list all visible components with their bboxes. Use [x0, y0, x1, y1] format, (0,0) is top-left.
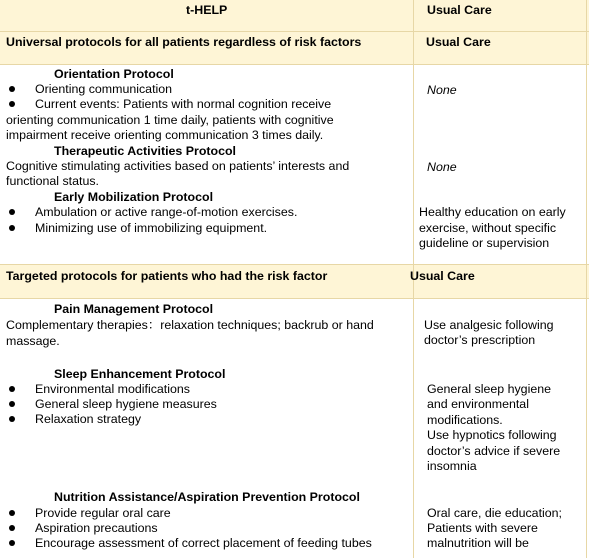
- bullet-text: Relaxation strategy: [35, 412, 142, 426]
- bullet-text: Aspiration precautions: [35, 521, 158, 535]
- sleep-usual-care-1: General sleep hygiene: [427, 382, 551, 396]
- therapeutic-usual-care: None: [427, 160, 457, 174]
- header-band: [0, 0, 589, 32]
- rule-section2-bottom: [0, 298, 589, 299]
- bullet-text: Orienting communication: [35, 82, 173, 96]
- bullet-text: General sleep hygiene measures: [35, 397, 217, 411]
- sleep-usual-care-5: doctor’s advice if severe: [427, 444, 561, 458]
- orientation-bullet-2: [0, 97, 589, 113]
- pain-title: Pain Management Protocol: [54, 302, 214, 316]
- orientation-bullet-1: [0, 82, 589, 98]
- therapeutic-line-2: functional status.: [6, 174, 99, 188]
- bullet-dot: [9, 86, 15, 92]
- sleep-usual-care-6: insomnia: [427, 459, 477, 473]
- sleep-title: Sleep Enhancement Protocol: [54, 367, 226, 381]
- nutrition-usual-care-3: malnutrition will be: [427, 536, 529, 550]
- bullet-text: Minimizing use of immobilizing equipment.: [35, 221, 268, 235]
- bullet-text: Provide regular oral care: [35, 506, 171, 520]
- bullet-dot: [9, 416, 15, 422]
- orientation-title: Orientation Protocol: [54, 67, 174, 81]
- section2-usual-care: Usual Care: [410, 269, 475, 283]
- mobilization-title: Early Mobilization Protocol: [54, 190, 214, 204]
- therapeutic-line-1: Cognitive stimulating activities based on patients’ interests and: [6, 159, 350, 173]
- header-thelp: t-HELP: [186, 3, 228, 17]
- bullet-dot: [9, 540, 15, 546]
- header-usual-care: Usual Care: [427, 3, 492, 17]
- pain-line-1: Complementary therapies：relaxation techniques; backrub or hand: [6, 318, 374, 332]
- sleep-usual-care-2: and environmental: [427, 397, 529, 411]
- bullet-dot: [9, 525, 15, 531]
- section1-usual-care: Usual Care: [426, 35, 491, 49]
- therapeutic-title: Therapeutic Activities Protocol: [54, 144, 236, 158]
- nutrition-title: Nutrition Assistance/Aspiration Prevention Protocol: [54, 490, 360, 504]
- bullet-dot: [9, 225, 15, 231]
- sleep-usual-care-4: Use hypnotics following: [427, 428, 557, 442]
- section1-title: Universal protocols for all patients regardless of risk factors: [6, 35, 362, 49]
- bullet-text: Current events: Patients with normal cognition receive: [35, 97, 332, 111]
- rule-section2-top: [0, 264, 589, 265]
- bullet-text: Encourage assessment of correct placement of feeding tubes: [35, 536, 372, 550]
- pain-usual-care-1: Use analgesic following: [424, 318, 554, 332]
- pain-line-2: massage.: [6, 334, 60, 348]
- mobilization-usual-care-3: guideline or supervision: [419, 236, 550, 250]
- pain-usual-care-2: doctor’s prescription: [424, 333, 536, 347]
- bullet-dot: [9, 101, 15, 107]
- bullet-dot: [9, 510, 15, 516]
- bullet-dot: [9, 401, 15, 407]
- orientation-continuation-2: impairment receive orienting communication 3 times daily.: [6, 128, 324, 142]
- rule-section1: [0, 64, 589, 65]
- orientation-usual-care: None: [427, 83, 457, 97]
- bullet-dot: [9, 386, 15, 392]
- nutrition-usual-care-1: Oral care, die education;: [427, 506, 562, 520]
- mobilization-usual-care-1: Healthy education on early: [419, 205, 566, 219]
- bullet-text: Ambulation or active range-of-motion exercises.: [35, 205, 298, 219]
- sleep-usual-care-3: modifications.: [427, 413, 503, 427]
- rule-header: [0, 31, 589, 32]
- nutrition-usual-care-2: Patients with severe: [427, 521, 538, 535]
- mobilization-usual-care-2: exercise, without specific: [419, 221, 557, 235]
- orientation-continuation-1: orienting communication 1 time daily, patients with cognitive: [6, 113, 334, 127]
- section2-title: Targeted protocols for patients who had the risk factor: [6, 269, 328, 283]
- bullet-text: Environmental modifications: [35, 382, 190, 396]
- bullet-dot: [9, 209, 15, 215]
